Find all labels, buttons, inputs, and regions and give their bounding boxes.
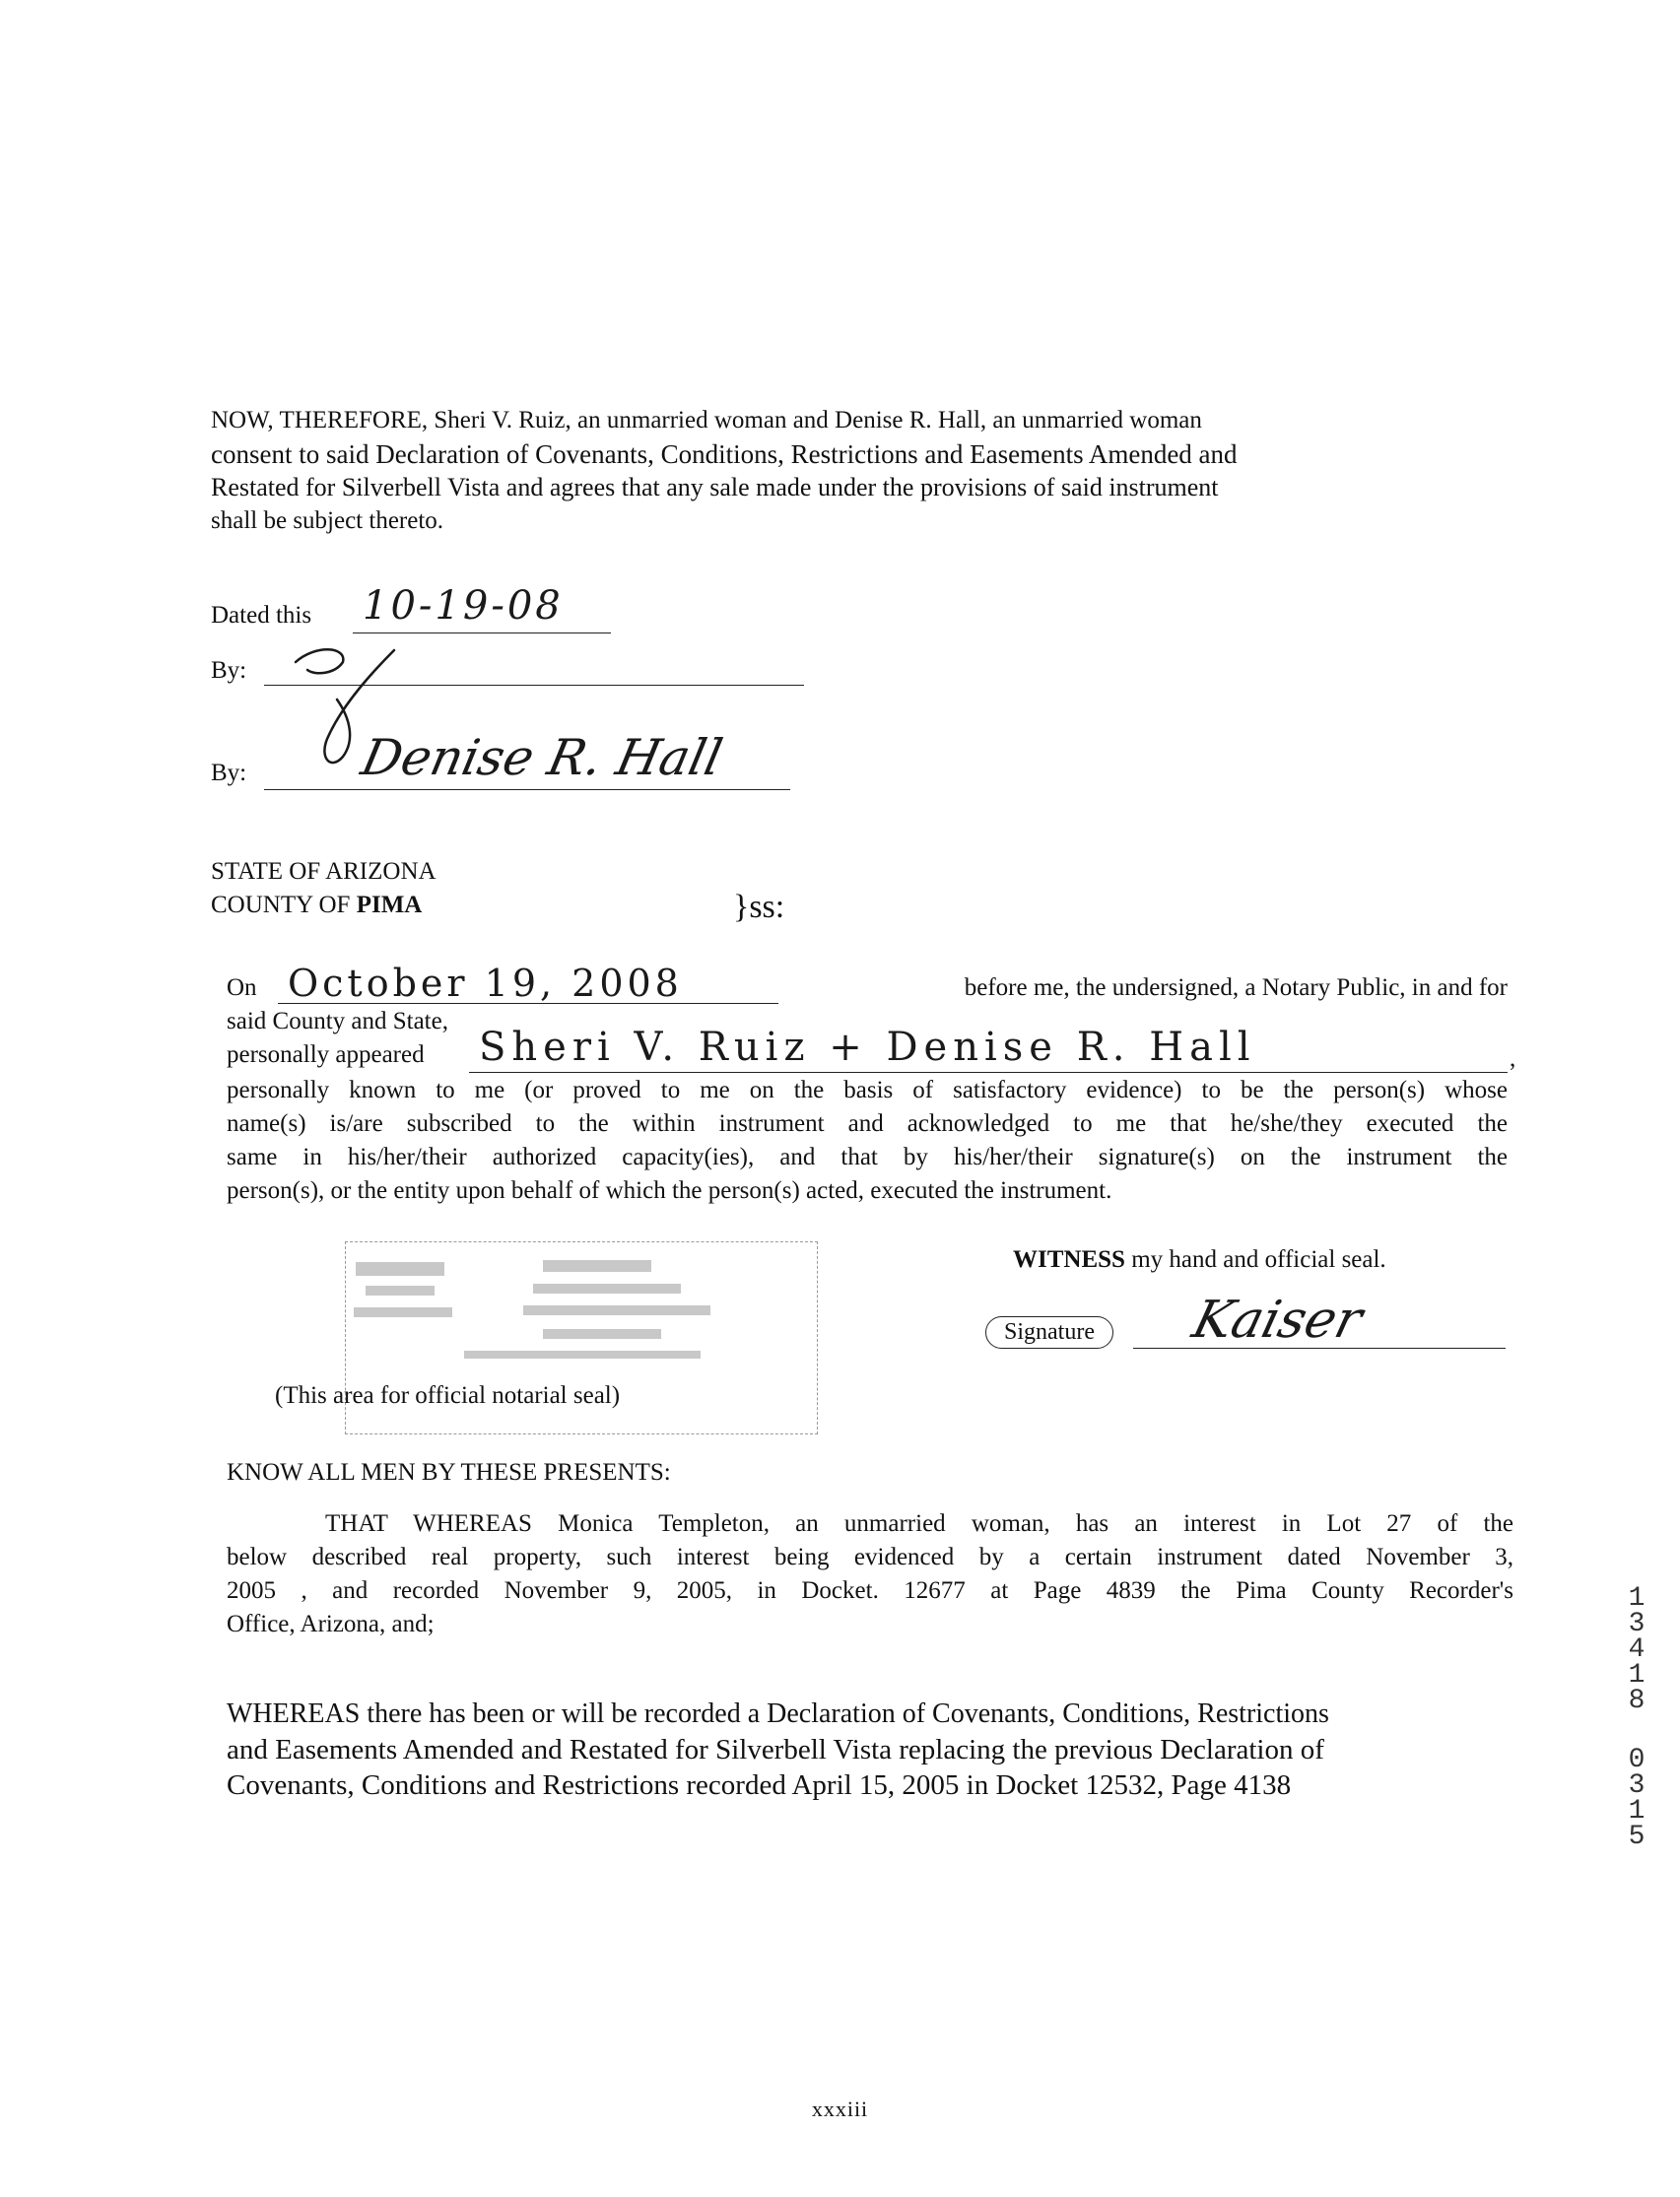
dated-value: 10-19-08 <box>363 583 564 629</box>
venue-county <box>211 889 422 922</box>
p1-line-4: Office, Arizona, and; <box>227 1611 435 1637</box>
side-stamp-part-1: 13418 <box>1628 1583 1646 1716</box>
witness-rest: my hand and official seal. <box>1124 1246 1386 1273</box>
ack-body-line-3: same in his/her/their authorized capacity(ies), and that by his/her/their signature(s) on the instrument the <box>227 1144 1508 1170</box>
ack-date-handwritten: October 19, 2008 <box>288 962 683 1005</box>
notary-signature-handwritten: Kaiser <box>1186 1291 1369 1350</box>
consent-line-4: shall be subject thereto. <box>211 507 444 534</box>
p1-line-3: 2005 , and recorded November 9, 2005, in Docket. 12677 at Page 4839 the Pima County Recorder's <box>227 1577 1513 1604</box>
p1-line-2: below described real property, such interest being evidenced by a certain instrument dated November 3, <box>227 1544 1513 1570</box>
ack-appeared-line <box>469 1072 1508 1073</box>
notary-signature-label-text: Signature <box>1004 1319 1095 1345</box>
ack-body <box>227 1074 1508 1208</box>
dated-label: Dated this <box>211 602 312 629</box>
consent-paragraph <box>211 404 1482 538</box>
by-label-2: By: <box>211 760 247 786</box>
venue-ss: }ss: <box>733 889 785 925</box>
know-all-heading: KNOW ALL MEN BY THESE PRESENTS: <box>227 1459 671 1486</box>
dated-line <box>353 632 611 633</box>
side-docket-stamp <box>1622 1583 1651 1852</box>
witness-line <box>1013 1243 1386 1277</box>
ack-appeared-label: personally appeared <box>227 1041 425 1068</box>
signature-2: Denise R. Hall <box>356 729 728 786</box>
consent-line-3: Restated for Silverbell Vista and agrees that any sale made under the provisions of said instrument <box>211 473 1219 501</box>
ack-body-line-1: personally known to me (or proved to me on the basis of satisfactory evidence) to be the person(s) whose <box>227 1077 1508 1103</box>
by-label-1: By: <box>211 657 247 684</box>
notarial-seal-area <box>275 1241 818 1434</box>
venue-state: STATE OF ARIZONA <box>211 858 437 885</box>
ack-body-line-4: person(s), or the entity upon behalf of which the person(s) acted, executed the instrument. <box>227 1177 1112 1204</box>
seal-caption: (This area for official notarial seal) <box>275 1382 621 1409</box>
venue-county-name: PIMA <box>356 892 423 918</box>
ack-body-line-2: name(s) is/are subscribed to the within instrument and acknowledged to me that he/she/they executed the <box>227 1110 1508 1137</box>
consent-line-1: NOW, THEREFORE, Sheri V. Ruiz, an unmarried woman and Denise R. Hall, an unmarried woman <box>211 407 1202 433</box>
p1-line-1: THAT WHEREAS Monica Templeton, an unmarried woman, has an interest in Lot 27 of the <box>325 1510 1513 1537</box>
ack-appeared-end: , <box>1510 1045 1516 1072</box>
notary-signature-label <box>985 1316 1113 1349</box>
by-line-2 <box>264 789 790 790</box>
p2-line-2: and Easements Amended and Restated for Silverbell Vista replacing the previous Declaration of <box>227 1734 1324 1765</box>
ack-before-me: before me, the undersigned, a Notary Public, in and for <box>964 974 1508 1001</box>
ack-on-label: On <box>227 974 257 1001</box>
side-stamp-part-2: 0315 <box>1628 1745 1646 1852</box>
witness-bold: WITNESS <box>1013 1246 1125 1273</box>
ack-county-state: said County and State, <box>227 1008 448 1034</box>
venue-county-prefix: COUNTY OF <box>211 892 357 918</box>
page-number: xxxiii <box>811 2097 869 2121</box>
p2-line-3: Covenants, Conditions and Restrictions recorded April 15, 2005 in Docket 12532, Page 4138 <box>227 1769 1292 1801</box>
know-all-paragraph-1 <box>227 1507 1513 1641</box>
know-all-paragraph-2 <box>227 1697 1508 1803</box>
p2-line-1: WHEREAS there has been or will be recorded a Declaration of Covenants, Conditions, Restrictions <box>227 1698 1329 1729</box>
ack-appeared-names: Sheri V. Ruiz + Denise R. Hall <box>479 1025 1256 1070</box>
consent-line-2: consent to said Declaration of Covenants, Conditions, Restrictions and Easements Amended and <box>211 439 1238 469</box>
faint-seal-stamp <box>346 1242 817 1390</box>
